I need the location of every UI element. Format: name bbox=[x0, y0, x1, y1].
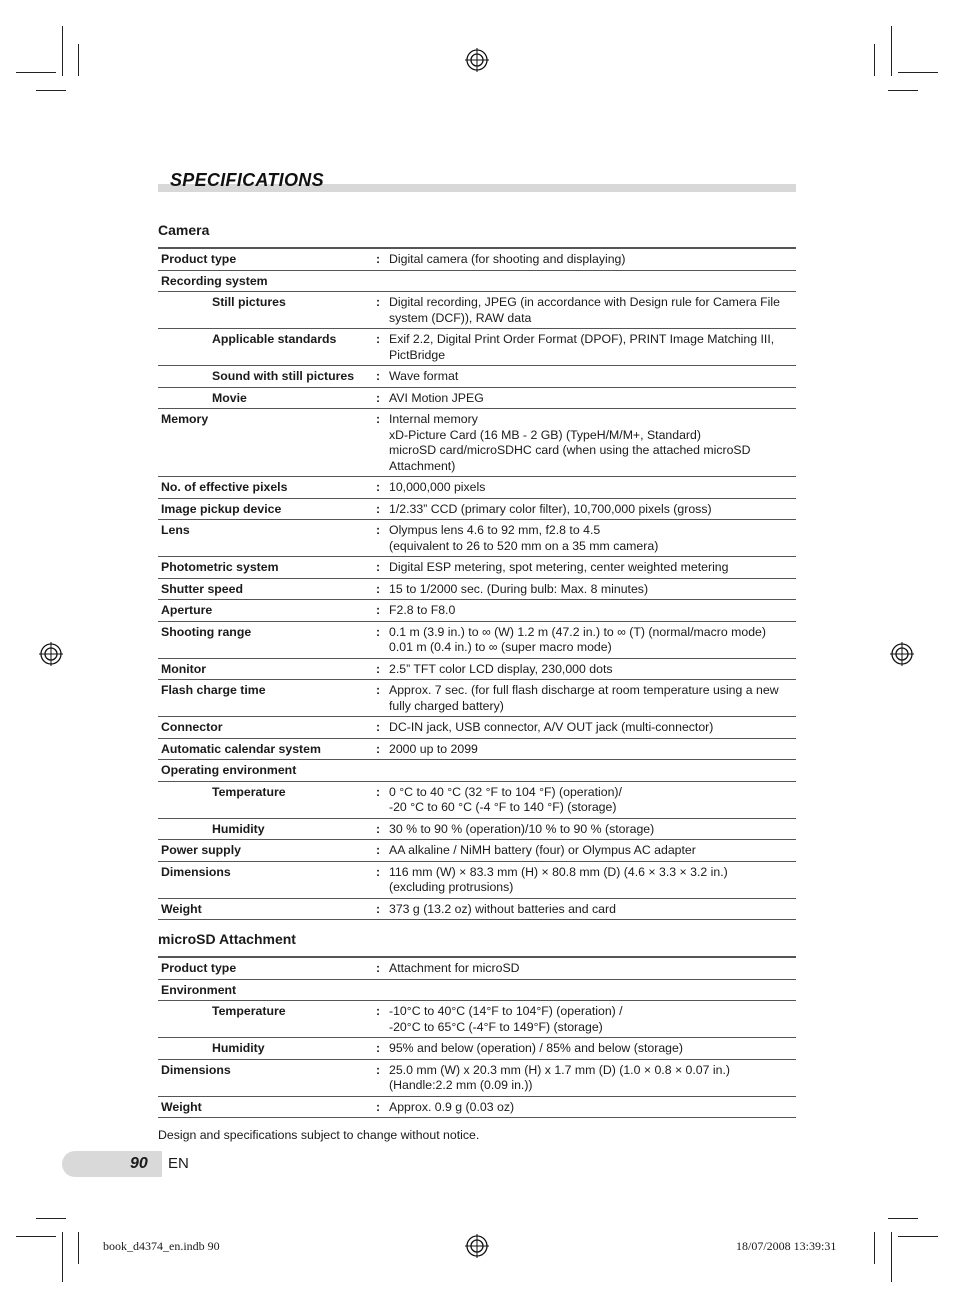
spec-row bbox=[158, 520, 796, 557]
spec-row bbox=[158, 1038, 796, 1060]
spec-colon: : bbox=[370, 248, 386, 270]
crop-mark bbox=[62, 26, 63, 76]
spec-label: Automatic calendar system bbox=[158, 738, 370, 760]
spec-value: -10°C to 40°C (14°F to 104°F) (operation) / -20°C to 65°C (-4°F to 149°F) (storage) bbox=[386, 1001, 796, 1038]
crop-mark bbox=[888, 1218, 918, 1219]
crop-mark bbox=[78, 44, 79, 76]
registration-mark-icon bbox=[465, 1234, 489, 1258]
spec-value: Internal memory xD-Picture Card (16 MB - 2 GB) (TypeH/M/M+, Standard) microSD card/microSDHC card (when using the attached microSD Attachment) bbox=[386, 409, 796, 477]
spec-row bbox=[158, 387, 796, 409]
spec-row bbox=[158, 680, 796, 717]
spec-value: DC-IN jack, USB connector, A/V OUT jack (multi-connector) bbox=[386, 717, 796, 739]
spec-colon: : bbox=[370, 658, 386, 680]
spec-value: Digital camera (for shooting and displaying) bbox=[386, 248, 796, 270]
spec-colon: : bbox=[370, 520, 386, 557]
spec-row bbox=[158, 781, 796, 818]
spec-value bbox=[386, 979, 796, 1001]
spec-label: Power supply bbox=[158, 840, 370, 862]
registration-mark-icon bbox=[465, 48, 489, 72]
spec-value: 116 mm (W) × 83.3 mm (H) × 80.8 mm (D) (4.6 × 3.3 × 3.2 in.) (excluding protrusions) bbox=[386, 861, 796, 898]
crop-mark bbox=[891, 1232, 892, 1282]
crop-mark bbox=[62, 1232, 63, 1282]
spec-colon bbox=[370, 979, 386, 1001]
spec-label: Dimensions bbox=[158, 1059, 370, 1096]
spec-row bbox=[158, 600, 796, 622]
camera-spec-table bbox=[158, 247, 796, 920]
section-title-camera: Camera bbox=[158, 222, 210, 238]
crop-mark bbox=[36, 1218, 66, 1219]
crop-mark bbox=[891, 26, 892, 76]
spec-colon: : bbox=[370, 717, 386, 739]
spec-value: 30 % to 90 % (operation)/10 % to 90 % (storage) bbox=[386, 818, 796, 840]
spec-label: Temperature bbox=[158, 781, 370, 818]
spec-colon: : bbox=[370, 840, 386, 862]
spec-value: F2.8 to F8.0 bbox=[386, 600, 796, 622]
crop-mark bbox=[898, 72, 938, 73]
spec-label: Applicable standards bbox=[158, 329, 370, 366]
spec-colon: : bbox=[370, 578, 386, 600]
spec-colon: : bbox=[370, 477, 386, 499]
spec-value: 0.1 m (3.9 in.) to ∞ (W) 1.2 m (47.2 in.) to ∞ (T) (normal/macro mode) 0.01 m (0.4 in.) to ∞ (super macro mode) bbox=[386, 621, 796, 658]
spec-label: Humidity bbox=[158, 818, 370, 840]
page-title: SPECIFICATIONS bbox=[170, 170, 324, 190]
spec-label: Still pictures bbox=[158, 292, 370, 329]
spec-row bbox=[158, 957, 796, 979]
spec-row bbox=[158, 840, 796, 862]
spec-label: Dimensions bbox=[158, 861, 370, 898]
spec-colon: : bbox=[370, 600, 386, 622]
spec-colon: : bbox=[370, 898, 386, 920]
spec-row bbox=[158, 1001, 796, 1038]
page-language: EN bbox=[168, 1155, 189, 1172]
spec-colon: : bbox=[370, 387, 386, 409]
spec-value: Approx. 7 sec. (for full flash discharge at room temperature using a new fully charged battery) bbox=[386, 680, 796, 717]
spec-label: Weight bbox=[158, 1096, 370, 1118]
spec-label: Environment bbox=[158, 979, 370, 1001]
spec-value: 10,000,000 pixels bbox=[386, 477, 796, 499]
spec-label: No. of effective pixels bbox=[158, 477, 370, 499]
spec-value: Digital recording, JPEG (in accordance with Design rule for Camera File system (DCF)), RAW data bbox=[386, 292, 796, 329]
spec-value bbox=[386, 760, 796, 782]
spec-value: Approx. 0.9 g (0.03 oz) bbox=[386, 1096, 796, 1118]
spec-colon: : bbox=[370, 957, 386, 979]
spec-value: 15 to 1/2000 sec. (During bulb: Max. 8 minutes) bbox=[386, 578, 796, 600]
spec-label: Weight bbox=[158, 898, 370, 920]
spec-colon: : bbox=[370, 1096, 386, 1118]
spec-label: Connector bbox=[158, 717, 370, 739]
spec-colon: : bbox=[370, 738, 386, 760]
spec-row bbox=[158, 738, 796, 760]
crop-mark bbox=[874, 1232, 875, 1264]
crop-mark bbox=[874, 44, 875, 76]
spec-colon: : bbox=[370, 366, 386, 388]
spec-row bbox=[158, 621, 796, 658]
spec-row bbox=[158, 1059, 796, 1096]
page-number: 90 bbox=[130, 1155, 148, 1172]
spec-row bbox=[158, 578, 796, 600]
spec-row bbox=[158, 658, 796, 680]
spec-colon: : bbox=[370, 781, 386, 818]
crop-mark bbox=[888, 90, 918, 91]
spec-colon: : bbox=[370, 329, 386, 366]
section-title-microsd: microSD Attachment bbox=[158, 931, 296, 947]
spec-value: 0 °C to 40 °C (32 °F to 104 °F) (operation)/ -20 °C to 60 °C (-4 °F to 140 °F) (storage) bbox=[386, 781, 796, 818]
spec-colon: : bbox=[370, 292, 386, 329]
spec-label: Humidity bbox=[158, 1038, 370, 1060]
spec-colon: : bbox=[370, 498, 386, 520]
spec-value: Digital ESP metering, spot metering, center weighted metering bbox=[386, 557, 796, 579]
footer-timestamp: 18/07/2008 13:39:31 bbox=[736, 1239, 837, 1253]
spec-colon: : bbox=[370, 1038, 386, 1060]
spec-row bbox=[158, 498, 796, 520]
spec-colon: : bbox=[370, 1001, 386, 1038]
spec-label: Flash charge time bbox=[158, 680, 370, 717]
spec-row bbox=[158, 760, 796, 782]
spec-row bbox=[158, 292, 796, 329]
spec-label: Movie bbox=[158, 387, 370, 409]
spec-row bbox=[158, 477, 796, 499]
spec-value: Attachment for microSD bbox=[386, 957, 796, 979]
spec-label: Image pickup device bbox=[158, 498, 370, 520]
spec-value: AA alkaline / NiMH battery (four) or Olympus AC adapter bbox=[386, 840, 796, 862]
spec-value: Exif 2.2, Digital Print Order Format (DPOF), PRINT Image Matching III, PictBridge bbox=[386, 329, 796, 366]
spec-colon: : bbox=[370, 409, 386, 477]
spec-value: AVI Motion JPEG bbox=[386, 387, 796, 409]
microsd-spec-table bbox=[158, 956, 796, 1118]
spec-row bbox=[158, 248, 796, 270]
spec-label: Product type bbox=[158, 248, 370, 270]
spec-label: Sound with still pictures bbox=[158, 366, 370, 388]
crop-mark bbox=[16, 72, 56, 73]
spec-label: Temperature bbox=[158, 1001, 370, 1038]
spec-row bbox=[158, 717, 796, 739]
spec-row bbox=[158, 270, 796, 292]
spec-colon: : bbox=[370, 861, 386, 898]
spec-label: Operating environment bbox=[158, 760, 370, 782]
spec-value: 1/2.33” CCD (primary color filter), 10,700,000 pixels (gross) bbox=[386, 498, 796, 520]
spec-label: Aperture bbox=[158, 600, 370, 622]
spec-row bbox=[158, 861, 796, 898]
spec-colon: : bbox=[370, 557, 386, 579]
spec-value: Wave format bbox=[386, 366, 796, 388]
spec-row bbox=[158, 366, 796, 388]
spec-colon: : bbox=[370, 621, 386, 658]
spec-label: Memory bbox=[158, 409, 370, 477]
footer-file-info: book_d4374_en.indb 90 bbox=[103, 1239, 220, 1253]
spec-colon: : bbox=[370, 680, 386, 717]
spec-value: 373 g (13.2 oz) without batteries and card bbox=[386, 898, 796, 920]
spec-row bbox=[158, 1096, 796, 1118]
spec-value: Olympus lens 4.6 to 92 mm, f2.8 to 4.5 (equivalent to 26 to 520 mm on a 35 mm camera) bbox=[386, 520, 796, 557]
spec-colon: : bbox=[370, 1059, 386, 1096]
spec-colon bbox=[370, 760, 386, 782]
spec-label: Shutter speed bbox=[158, 578, 370, 600]
spec-row bbox=[158, 818, 796, 840]
spec-row bbox=[158, 409, 796, 477]
spec-value: 95% and below (operation) / 85% and below (storage) bbox=[386, 1038, 796, 1060]
crop-mark bbox=[78, 1232, 79, 1264]
spec-row bbox=[158, 979, 796, 1001]
spec-label: Monitor bbox=[158, 658, 370, 680]
spec-row bbox=[158, 329, 796, 366]
crop-mark bbox=[36, 90, 66, 91]
spec-row bbox=[158, 557, 796, 579]
spec-row bbox=[158, 898, 796, 920]
registration-mark-icon bbox=[39, 642, 63, 666]
spec-label: Recording system bbox=[158, 270, 370, 292]
spec-colon bbox=[370, 270, 386, 292]
spec-value: 2000 up to 2099 bbox=[386, 738, 796, 760]
spec-label: Product type bbox=[158, 957, 370, 979]
crop-mark bbox=[898, 1236, 938, 1237]
registration-mark-icon bbox=[890, 642, 914, 666]
spec-label: Photometric system bbox=[158, 557, 370, 579]
spec-label: Shooting range bbox=[158, 621, 370, 658]
spec-label: Lens bbox=[158, 520, 370, 557]
spec-value: 2.5” TFT color LCD display, 230,000 dots bbox=[386, 658, 796, 680]
disclaimer-note: Design and specifications subject to change without notice. bbox=[158, 1128, 480, 1142]
spec-colon: : bbox=[370, 818, 386, 840]
spec-value: 25.0 mm (W) x 20.3 mm (H) x 1.7 mm (D) (1.0 × 0.8 × 0.07 in.) (Handle:2.2 mm (0.09 in.)) bbox=[386, 1059, 796, 1096]
crop-mark bbox=[16, 1236, 56, 1237]
spec-value bbox=[386, 270, 796, 292]
